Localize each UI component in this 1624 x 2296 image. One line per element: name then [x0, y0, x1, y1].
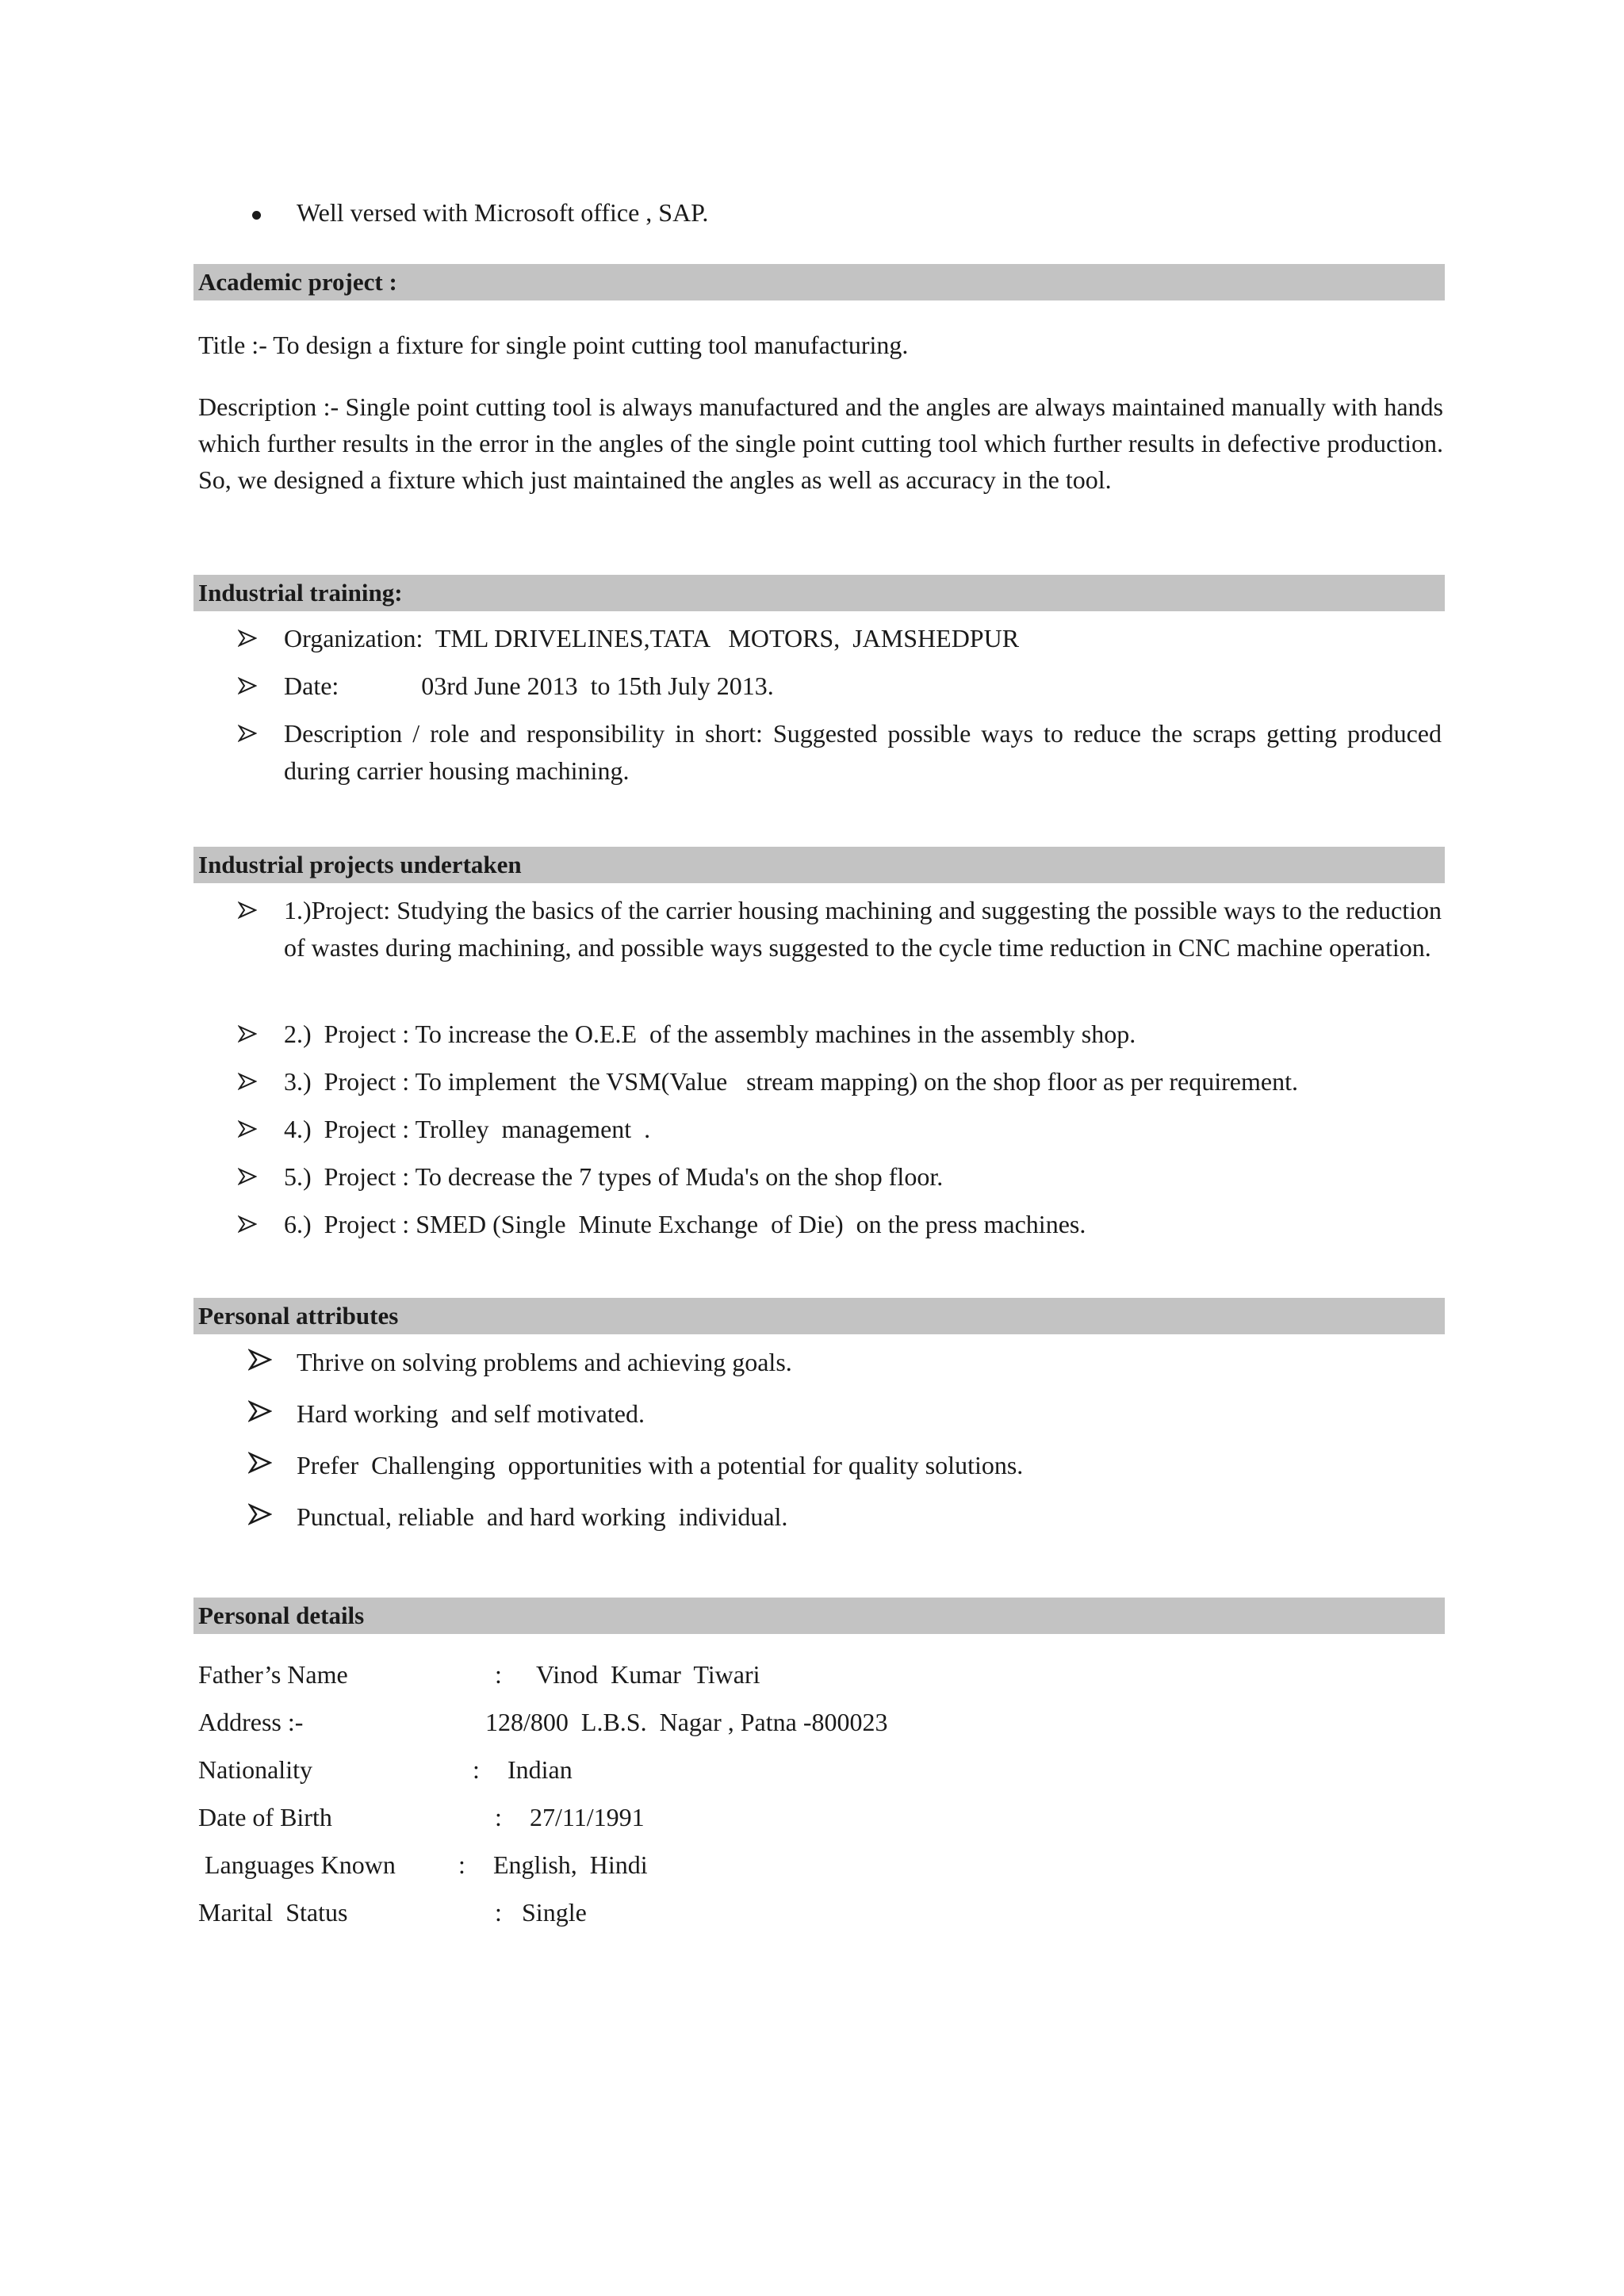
detail-label: Languages Known	[198, 1850, 396, 1879]
arrow-bullet-icon	[238, 1215, 257, 1234]
detail-label: Nationality	[198, 1755, 312, 1784]
arrow-bullet-icon	[238, 1167, 257, 1186]
project-item: 1.)Project: Studying the basics of the carrier housing machining and suggesting the possible ways to the reduction of wastes during machining, and possible ways suggested to the cycle time reduction in CNC machine operation.	[284, 896, 1442, 962]
detail-label: Date of Birth	[198, 1803, 332, 1831]
detail-value: English, Hindi	[493, 1850, 648, 1879]
arrow-bullet-icon	[238, 676, 257, 695]
detail-value: Single	[522, 1898, 587, 1927]
training-heading: Industrial training:	[198, 579, 403, 607]
academic-title: Title :- To design a fixture for single point cutting tool manufacturing.	[198, 331, 909, 359]
attributes-heading: Personal attributes	[198, 1302, 399, 1330]
project-item: 3.) Project : To implement the VSM(Value stream mapping) on the shop floor as per requirement.	[284, 1067, 1298, 1096]
detail-value: 27/11/1991	[530, 1803, 645, 1831]
project-item: 2.) Project : To increase the O.E.E of the assembly machines in the assembly shop.	[284, 1020, 1136, 1048]
training-item: Description / role and responsibility in short: Suggested possible ways to reduce the scraps getting produced during carrier housing machining.	[284, 719, 1442, 785]
academic-heading: Academic project :	[198, 268, 397, 296]
detail-colon: :	[458, 1850, 465, 1879]
detail-value: 128/800 L.B.S. Nagar , Patna -800023	[485, 1708, 888, 1736]
details-heading: Personal details	[198, 1601, 365, 1629]
training-item: Date: 03rd June 2013 to 15th July 2013.	[284, 672, 774, 700]
detail-label: Father’s Name	[198, 1660, 348, 1689]
attribute-item: Hard working and self motivated.	[297, 1399, 645, 1428]
arrow-bullet-icon	[238, 1119, 257, 1138]
academic-description: Description :- Single point cutting tool is always manufactured and the angles are always maintained manually with hands which further results in the error in the angles of the single point cutting tool which further results in defective production. So, we designed a fixture which just maintained the angles as well as accuracy in the tool.	[198, 392, 1443, 494]
arrow-bullet-icon	[248, 1502, 272, 1526]
project-item: 6.) Project : SMED (Single Minute Exchange of Die) on the press machines.	[284, 1210, 1086, 1238]
projects-heading: Industrial projects undertaken	[198, 851, 522, 878]
detail-value: Indian	[508, 1755, 573, 1784]
detail-colon: :	[495, 1803, 502, 1831]
bullet-dot-icon	[252, 211, 261, 220]
detail-label: Address :-	[198, 1708, 304, 1736]
skills-bullet-text: Well versed with Microsoft office , SAP.	[297, 198, 709, 227]
details-heading-bar	[193, 1598, 1445, 1634]
detail-colon: :	[495, 1898, 502, 1927]
detail-value: Vinod Kumar Tiwari	[536, 1660, 760, 1689]
attribute-item: Punctual, reliable and hard working individual.	[297, 1502, 788, 1531]
attribute-item: Prefer Challenging opportunities with a potential for quality solutions.	[297, 1451, 1024, 1479]
detail-colon: :	[473, 1755, 480, 1784]
arrow-bullet-icon	[248, 1348, 272, 1372]
detail-colon: :	[495, 1660, 502, 1689]
arrow-bullet-icon	[238, 1024, 257, 1043]
arrow-bullet-icon	[248, 1451, 272, 1475]
attribute-item: Thrive on solving problems and achieving goals.	[297, 1348, 792, 1376]
arrow-bullet-icon	[238, 724, 257, 743]
project-item: 5.) Project : To decrease the 7 types of Muda's on the shop floor.	[284, 1162, 944, 1191]
arrow-bullet-icon	[238, 901, 257, 920]
arrow-bullet-icon	[238, 1072, 257, 1091]
detail-label: Marital Status	[198, 1898, 348, 1927]
training-item: Organization: TML DRIVELINES,TATA MOTORS, JAMSHEDPUR	[284, 624, 1020, 652]
project-item: 4.) Project : Trolley management .	[284, 1115, 651, 1143]
arrow-bullet-icon	[238, 629, 257, 648]
arrow-bullet-icon	[248, 1399, 272, 1423]
